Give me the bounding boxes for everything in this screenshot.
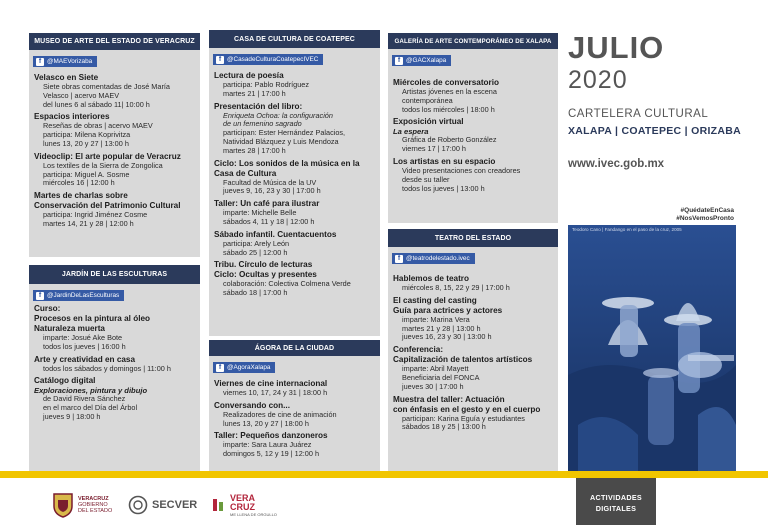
event-title: Tribu. Círculo de lecturas — [214, 260, 313, 270]
event — [214, 230, 376, 258]
event-title: Taller: Un café para ilustrar — [214, 199, 320, 209]
galeria-events — [388, 67, 558, 193]
facebook-icon: f — [216, 56, 224, 64]
teatro-header: TEATRO DEL ESTADO — [388, 229, 558, 247]
event-title: Catálogo digital — [34, 376, 96, 386]
galeria-header: GALERÍA DE ARTE CONTEMPORÁNEO DE XALAPA — [388, 33, 558, 49]
agora-social-handle: @AgoraXalapa — [227, 364, 271, 371]
event-detail: imparte: Sara Laura Juárez — [223, 440, 312, 450]
cities-line: XALAPA | COATEPEC | ORIZABA — [568, 125, 742, 137]
event-title: Procesos en la pintura al óleo — [34, 314, 151, 323]
event-title: Viernes de cine internacional — [214, 379, 328, 388]
museo-header: MUSEO DE ARTE DEL ESTADO DE VERACRUZ — [29, 33, 200, 50]
event-title: Guía para actrices y actores — [393, 305, 503, 315]
event — [393, 345, 554, 391]
secver-emblem-icon — [128, 495, 148, 515]
event-detail: participa: Miguel A. Sosme — [43, 169, 130, 179]
event-title: Los artistas en su espacio — [393, 156, 496, 166]
event-detail: jueves 9 | 18:00 h — [43, 411, 101, 421]
event — [393, 274, 554, 293]
facebook-icon: f — [395, 255, 403, 263]
painting-caption: Teodoro Cano | Fandango en el paso de la cruz, 2005 — [572, 227, 682, 232]
year-title: 2020 — [568, 66, 628, 94]
event — [214, 379, 376, 398]
event — [34, 152, 196, 188]
event-detail: Artistas jóvenes en la escena — [402, 87, 497, 96]
event — [393, 117, 554, 154]
event-detail: del lunes 6 al sábado 11| 10:00 h — [43, 99, 150, 109]
event-detail: imparte: Marina Vera — [402, 314, 470, 324]
event — [393, 395, 554, 433]
event-title: Muestra del taller: Actuación — [393, 394, 505, 404]
event-italic-title: La espera — [393, 127, 429, 137]
event-title: Velasco en Siete — [34, 73, 99, 82]
event — [214, 159, 376, 197]
event-title: Conversando con... — [214, 400, 290, 410]
event-detail: martes 28 | 17:00 h — [223, 145, 286, 155]
event-detail: participa: Milena Koprivitza — [43, 130, 131, 140]
curso-label: Curso: — [34, 304, 61, 313]
event-detail: imparte: Michelle Belle — [223, 208, 297, 218]
jardin-events — [29, 302, 200, 422]
event-title: Capitalización de talentos artísticos — [393, 355, 533, 365]
jardin-panel — [29, 265, 200, 471]
event-detail: jueves 30 | 17:00 h — [402, 381, 464, 391]
event-detail: participa: Arely León — [223, 238, 290, 248]
event-title: Conservación del Patrimonio Cultural — [34, 201, 181, 211]
event — [214, 199, 376, 227]
cover-painting — [568, 225, 736, 471]
event — [34, 73, 196, 109]
event — [393, 157, 554, 193]
event-detail: Beneficiaria del FONCA — [402, 372, 480, 382]
teatro-panel — [388, 229, 558, 471]
hashtag-nosvemos: #NosVemosPronto — [676, 215, 734, 222]
event-title: Exposición virtual — [393, 117, 464, 127]
event — [34, 376, 196, 421]
event-detail: viernes 10, 17, 24 y 31 | 18:00 h — [223, 388, 328, 397]
event-detail: jueves 16, 23 y 30 | 13:00 h — [402, 332, 492, 342]
event-detail: Facultad de Música de la UV — [223, 177, 317, 187]
event — [393, 296, 554, 342]
event-detail: todos los jueves | 13:00 h — [402, 183, 485, 193]
agora-events — [209, 374, 380, 459]
event-detail: contemporánea — [402, 95, 453, 105]
event-title: Conferencia: — [393, 345, 444, 355]
event-detail: participa: Ingrid Jiménez Cosme — [43, 210, 148, 220]
event-detail: en el marco del Día del Árbol — [43, 403, 138, 413]
event-detail: desde su taller — [402, 174, 450, 184]
event-detail-italic: Enriqueta Ochoa: la configuración — [223, 110, 333, 120]
event-title: Ciclo: Los sonidos de la música en la — [214, 158, 360, 168]
event-italic-title: Exploraciones, pintura y dibujo — [34, 386, 148, 396]
event — [214, 71, 376, 99]
logo3-sub: ME LLENA DE ORGULLO — [230, 511, 277, 517]
jardin-social-handle: @JardinDeLasEsculturas — [47, 292, 120, 299]
cartelera-subtitle: CARTELERA CULTURAL — [568, 108, 709, 120]
event-detail: Reseñas de obras | acervo MAEV — [43, 121, 153, 131]
event-detail: sábados 4, 11 y 18 | 12:00 h — [223, 216, 315, 226]
event — [34, 355, 196, 374]
facebook-icon: f — [36, 292, 44, 300]
casa-facebook-link[interactable] — [213, 54, 323, 65]
gold-divider — [0, 471, 768, 478]
event-detail: sábados 18 y 25 | 13:00 h — [402, 422, 486, 432]
event-title: Sábado infantil. Cuentacuentos — [214, 229, 337, 239]
event-detail: martes 21 | 17:00 h — [223, 88, 286, 98]
event-title: Espacios interiores — [34, 112, 110, 122]
event — [214, 431, 376, 459]
event-title: El casting del casting — [393, 295, 477, 305]
event-title: Arte y creatividad en casa — [34, 354, 136, 364]
logo3-line1: VERA — [230, 492, 256, 503]
mexico-symbol-icon — [212, 497, 226, 513]
event-detail: martes 14, 21 y 28 | 12:00 h — [43, 218, 134, 228]
event-detail: Video presentaciones con creadores — [402, 165, 521, 175]
event-title: Casa de Cultura — [214, 168, 277, 178]
event — [34, 112, 196, 148]
event-title: Lectura de poesía — [214, 71, 284, 80]
event-detail: todos los miércoles | 18:00 h — [402, 104, 495, 114]
digital-line2: DIGITALES — [595, 504, 637, 513]
veracruz-gobierno-text — [78, 496, 112, 515]
event-detail: Realizadores de cine de animación — [223, 409, 337, 419]
event — [214, 102, 376, 156]
event-detail: jueves 9, 16, 23 y 30 | 17:00 h — [223, 186, 321, 196]
facebook-icon: f — [216, 364, 224, 372]
event-detail: miércoles 16 | 12:00 h — [43, 178, 115, 188]
casa-header: CASA DE CULTURA DE COATEPEC — [209, 30, 380, 48]
event-title: Martes de charlas sobre — [34, 191, 128, 201]
event-detail: lunes 13, 20 y 27 | 13:00 h — [43, 138, 129, 148]
casa-social-handle: @CasadeCulturaCoatepecIVEC — [227, 56, 319, 63]
event-detail: participa: Pablo Rodríguez — [223, 80, 309, 89]
museo-panel — [29, 33, 200, 257]
event-detail: viernes 17 | 17:00 h — [402, 144, 466, 154]
agora-panel — [209, 340, 380, 471]
event-detail: participan: Ester Hernández Palacios, — [223, 128, 346, 138]
logo1-line3: DEL ESTADO — [78, 508, 113, 515]
event-title: Miércoles de conversatorio — [393, 78, 500, 87]
museo-events — [29, 68, 200, 229]
teatro-social-handle: @teatrodelestado.ivec — [406, 255, 470, 262]
event-detail: miércoles 8, 15, 22 y 29 | 17:00 h — [402, 283, 510, 292]
secver-text: SECVER — [152, 499, 198, 511]
event-detail: de David Rivera Sánchez — [43, 394, 126, 404]
event-detail: todos los jueves | 16:00 h — [43, 341, 126, 351]
event-detail: sábado 18 | 17:00 h — [223, 288, 288, 298]
jardin-header: JARDÍN DE LAS ESCULTURAS — [29, 265, 200, 284]
digital-line1: ACTIVIDADES — [589, 493, 643, 502]
actividades-digitales-badge — [576, 478, 656, 525]
veracruz-shield-icon — [52, 492, 74, 518]
event — [214, 401, 376, 429]
event-title: Presentación del libro: — [214, 101, 303, 111]
teatro-events — [388, 265, 558, 432]
event-detail: Siete obras comentadas de José María — [43, 82, 170, 91]
event-detail: Gráfica de Roberto González — [402, 135, 497, 145]
agora-facebook-link[interactable] — [213, 362, 275, 373]
facebook-icon: f — [395, 57, 403, 65]
hashtag-quedate: #QuédateEnCasa — [680, 207, 734, 214]
event-detail-italic: de un femenino sagrado — [223, 119, 302, 129]
event-title: Hablemos de teatro — [393, 274, 469, 283]
event-detail: Los textiles de la Sierra de Zongolica — [43, 160, 163, 170]
event-title: Taller: Pequeños danzoneros — [214, 431, 328, 441]
event-detail: colaboración: Colectiva Colmena Verde — [223, 279, 351, 289]
event-detail: Velasco | acervo MAEV — [43, 90, 120, 100]
event-detail: todos los sábados y domingos | 11:00 h — [43, 363, 171, 373]
logo-veracruz-gobierno — [52, 490, 112, 520]
website-link[interactable]: www.ivec.gob.mx — [568, 158, 665, 170]
event — [393, 78, 554, 114]
museo-social-handle: @MAEVorizaba — [47, 58, 93, 65]
casa-events — [209, 66, 380, 298]
event-detail: imparte: Josué Ake Bote — [43, 333, 123, 342]
facebook-icon: f — [36, 58, 44, 66]
event-title: Naturaleza muerta — [34, 324, 105, 333]
event-detail: participan: Karina Eguía y estudiantes — [402, 413, 525, 423]
galeria-panel — [388, 33, 558, 223]
logo1-line1: VERACRUZ — [78, 495, 109, 502]
galeria-social-handle: @GACXalapa — [406, 57, 447, 64]
event-title: Ciclo: Ocultas y presentes — [214, 270, 317, 280]
galeria-facebook-link[interactable] — [392, 55, 451, 66]
event — [34, 191, 196, 229]
event-detail: lunes 13, 20 y 27 | 18:00 h — [223, 418, 309, 428]
logo1-line2: GOBIERNO — [78, 501, 108, 508]
event-detail: domingos 5, 12 y 19 | 12:00 h — [223, 449, 320, 459]
event-detail: Natividad Blázquez y Luis Mendoza — [223, 136, 339, 146]
event — [34, 314, 196, 352]
logo-secver — [128, 490, 197, 520]
painting-illustration — [568, 225, 736, 471]
logo3-line2: CRUZ — [230, 501, 255, 512]
agora-header: ÁGORA DE LA CIUDAD — [209, 340, 380, 356]
museo-facebook-link[interactable] — [33, 56, 97, 67]
jardin-facebook-link[interactable] — [33, 290, 124, 301]
month-title: JULIO — [568, 30, 665, 65]
event-detail: martes 21 y 28 | 13:00 h — [402, 323, 481, 333]
event-detail: imparte: Abril Mayett — [402, 364, 469, 374]
casa-panel — [209, 30, 380, 336]
event-detail: sábado 25 | 12:00 h — [223, 247, 288, 257]
veracruz-orgullo-text — [230, 494, 277, 517]
event-title: con énfasis en el gesto y en el cuerpo — [393, 404, 541, 414]
event-title: Videoclip: El arte popular de Veracruz — [34, 151, 181, 161]
event — [214, 260, 376, 298]
teatro-facebook-link[interactable] — [392, 253, 475, 264]
logo-veracruz-orgullo — [212, 490, 277, 520]
